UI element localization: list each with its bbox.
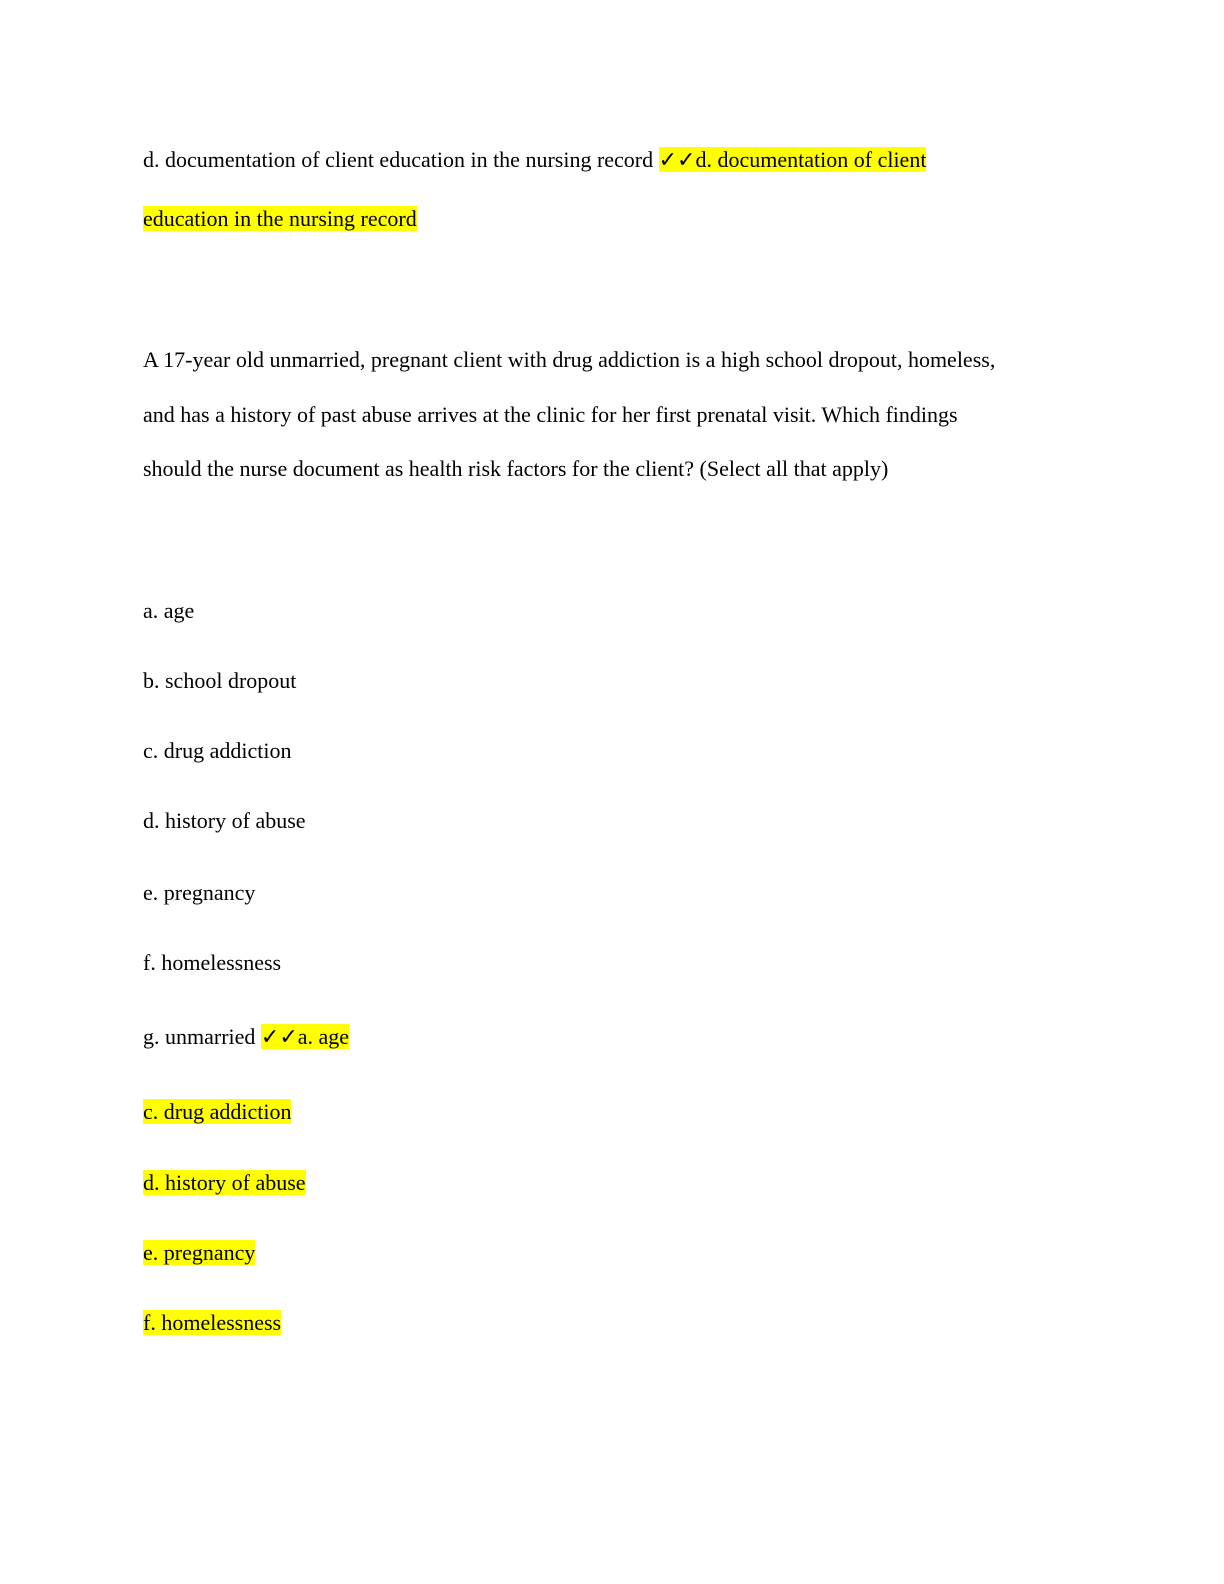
answer-e: e. pregnancy: [143, 1240, 256, 1265]
question-stem-line3: should the nurse document as health risk factors for the client? (Select all that apply): [143, 456, 889, 481]
option-b: b. school dropout: [143, 668, 297, 693]
question-stem-line1: A 17-year old unmarried, pregnant client with drug addiction is a high school dropout, homeless,: [143, 347, 996, 372]
double-check-icon: ✓✓: [260, 1025, 298, 1050]
answer-e-row: [143, 1239, 255, 1267]
double-check-icon: ✓✓: [658, 148, 696, 173]
answer-d-row: [143, 1169, 306, 1197]
option-d: d. history of abuse: [143, 808, 306, 833]
answer-c-row: [143, 1098, 291, 1126]
prev-answer-line1: d. documentation of client: [695, 147, 927, 172]
prev-answer-highlight: [659, 147, 927, 172]
option-c: c. drug addiction: [143, 738, 292, 763]
option-a: a. age: [143, 598, 195, 623]
option-g-line: [143, 1023, 349, 1052]
prev-answer-line2-row: [143, 205, 417, 233]
question-stem-line2: and has a history of past abuse arrives at the clinic for her first prenatal visit. Which findings: [143, 402, 958, 427]
answer-f-row: [143, 1309, 281, 1337]
answer-d: d. history of abuse: [143, 1170, 306, 1195]
option-e: e. pregnancy: [143, 880, 256, 905]
answer-a: a. age: [297, 1024, 350, 1049]
option-f: f. homelessness: [143, 950, 282, 975]
prev-option-d: d. documentation of client education in the nursing record: [143, 147, 654, 172]
option-g: g. unmarried: [143, 1024, 256, 1049]
answer-f: f. homelessness: [143, 1310, 282, 1335]
prev-answer-line2: education in the nursing record: [143, 206, 417, 231]
answer-c: c. drug addiction: [143, 1099, 292, 1124]
answer-highlight-a: [261, 1024, 349, 1049]
prev-option-d-line: [143, 146, 926, 175]
